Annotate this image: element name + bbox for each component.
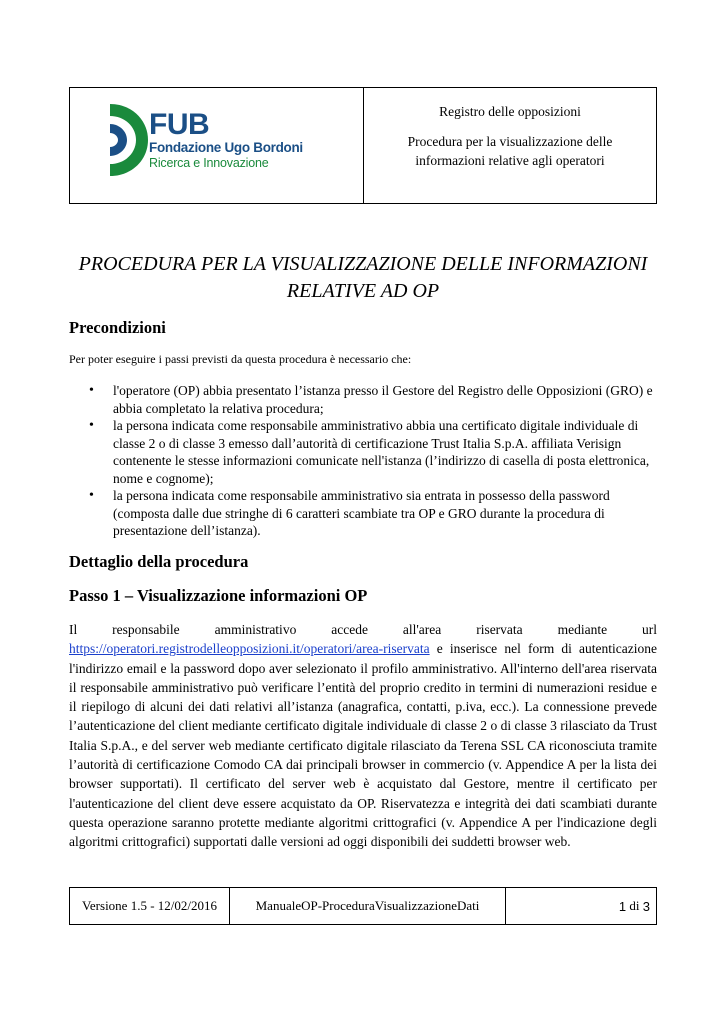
precondizioni-intro: Per poter eseguire i passi previsti da questa procedura è necessario che: [69,352,412,366]
logo-line2: Ricerca e Innovazione [149,156,269,170]
list-item: • la persona indicata come responsabile amministrativo abbia una certificato digitale individuale di classe 2 o di classe 3 emesso dall’autorità di certificazione Trust Italia S.p.A. affiliata Verisign contenente le stesse informazioni comunicate nell'istanza (l’indirizzo di casella di posta elettronica, nome e cognome); [69,417,657,487]
passo1-first-line: Il responsabile amministrativo accede all'area riservata mediante url [69,622,657,637]
precondizioni-list [69,382,657,540]
passo1-paragraph [69,620,657,852]
fub-logo-icon [108,100,150,180]
area-riservata-link[interactable]: https://operatori.registrodelleopposizioni.it/operatori/area-riservata [69,641,430,657]
footer-filename-text: ManualeOP-ProceduraVisualizzazioneDati [255,898,480,913]
list-item: • la persona indicata come responsabile amministrativo sia entrata in possesso della password (composta dalle due stringhe di 6 caratteri scambiate tra OP e GRO durante la procedura di presentazione dell’istanza). [69,487,657,540]
page-title [69,251,657,305]
footer-page-number [506,888,656,924]
header-subtitle: Procedura per la visualizzazione delle informazioni relative agli operatori [407,134,613,168]
list-item: • l'operatore (OP) abbia presentato l’istanza presso il Gestore del Registro delle Opposizioni (GRO) e abbia completato la relativa procedura; [69,382,657,417]
footer-filename [230,888,506,924]
footer-version [70,888,230,924]
page-total: 3 [642,898,650,914]
page-current: 1 [618,898,627,914]
header-title-cell [364,88,656,203]
footer-table [69,887,657,925]
section-heading-passo1: Passo 1 – Visualizzazione informazioni OP [69,586,368,605]
section-heading-dettaglio: Dettaglio della procedura [69,552,249,571]
footer-version-text: Versione 1.5 - 12/02/2016 [81,898,218,913]
passo1-body: e inserisce nel form di autenticazione l'indirizzo email e la password dopo aver selezionato il profilo amministrativo. All'interno dell'area riservata il responsabile amministrativo può verificare l’entità del proprio credito in termini di numerazioni residue e il riepilogo di alcuni dei dati relativi all’istanza (anagrafica, contatti, p.iva, ecc.). La connessione prevede l’autenticazione del client mediante certificato digitale individuale di classe 2 o di classe 3 rilasciato da Trust Italia S.p.A., e del server web mediante certificato digitale rilasciato da Terena SSL CA riconosciuta tramite l’autorità di certificazione Comodo CA dai principali browser in commercio (v. Appendice A per la lista dei browser supportati). Il certificato del server web è acquistato dal Gestore, mentre il certificato per l'autenticazione del client deve essere acquistato da OP. Riservatezza e integrità dei dati scambiati durante questa operazione saranno protette mediante algoritmi crittografici (v. Appendice A per l'indicazione degli algoritmi crittografici) supportati dalle versioni ad oggi disponibili dei suddetti browser web. [69,641,657,850]
page-title-text: PROCEDURA PER LA VISUALIZZAZIONE DELLE INFORMAZIONI RELATIVE AD OP [78,253,648,302]
section-heading-precondizioni: Precondizioni [69,318,166,337]
logo-cell [70,88,364,203]
logo-text: FUB [149,108,210,141]
page-separator: di [626,898,643,913]
header-title: Registro delle opposizioni [439,104,581,119]
logo-line1: Fondazione Ugo Bordoni [149,140,303,155]
header-table [69,87,657,204]
